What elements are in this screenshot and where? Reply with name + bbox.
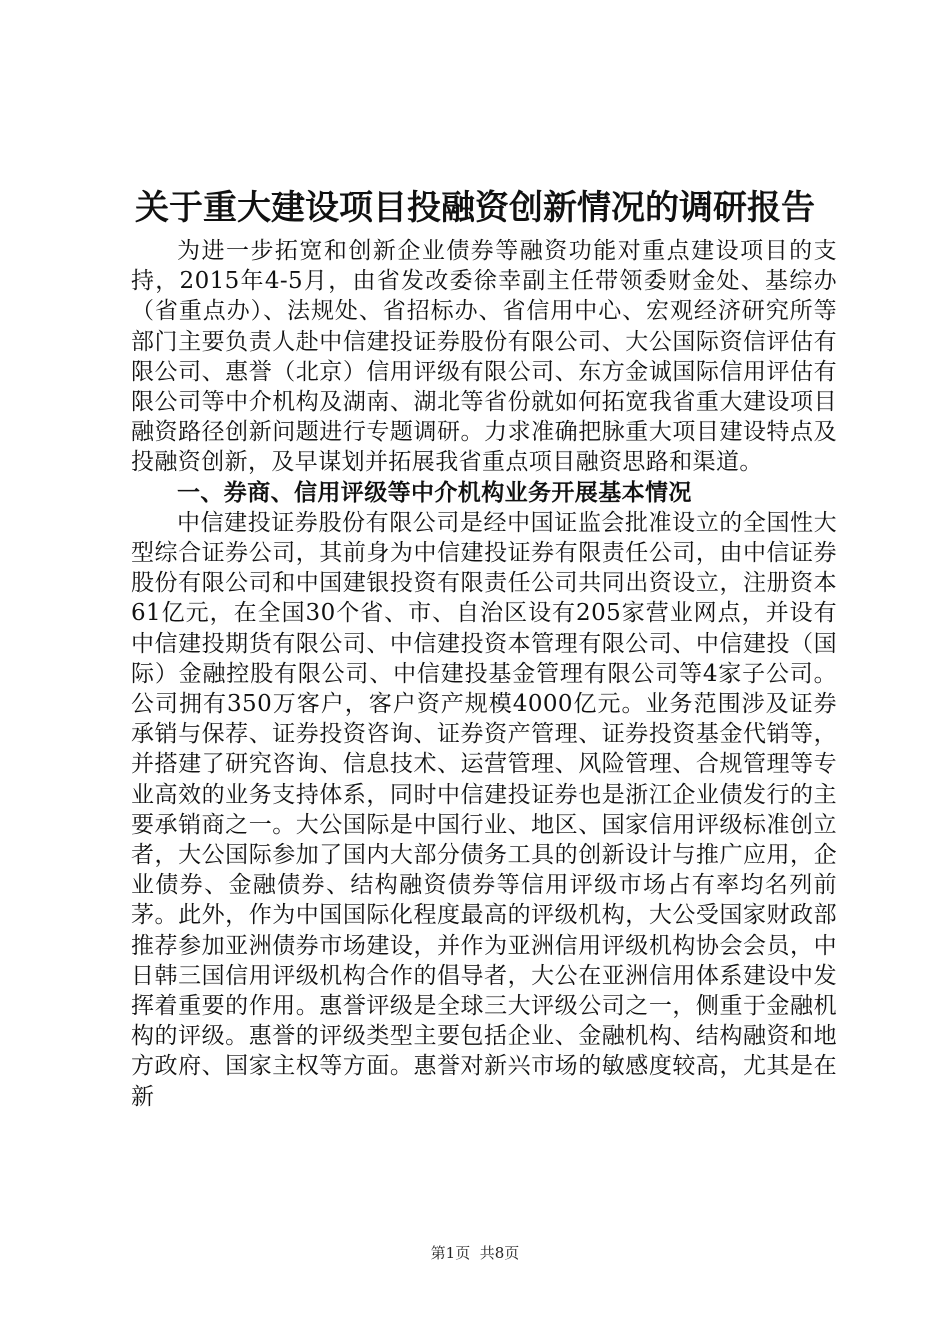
paragraph-intro: 为进一步拓宽和创新企业债券等融资功能对重点建设项目的支持，2015年4-5月，由省发改委徐幸副主任带领委财金处、基综办（省重点办）、法规处、省招标办、省信用中心、宏观经济研究所等部门主要负责人赴中信建投证券股份有限公司、大公国际资信评估有限公司、惠誉（北京）信用评级有限公司、东方金诚国际信用评估有限公司等中介机构及湖南、湖北等省份就如何拓宽我省重大建设项目融资路径创新问题进行专题调研。力求准确把脉重大项目建设特点及投融资创新，及早谋划并拓展我省重点项目融资思路和渠道。 xyxy=(131,238,837,476)
document-body xyxy=(131,236,837,1112)
section-heading: 一、券商、信用评级等中介机构业务开展基本情况 xyxy=(177,479,692,506)
paragraph-intermediaries: 中信建投证券股份有限公司是经中国证监会批准设立的全国性大型综合证券公司，其前身为中信建投证券有限责任公司，由中信证券股份有限公司和中国建银投资有限责任公司共同出资设立，注册资本61亿元，在全国30个省、市、自治区设有205家营业网点，并设有中信建投期货有限公司、中信建投资本管理有限公司、中信建投（国际）金融控股有限公司、中信建投基金管理有限公司等4家子公司。公司拥有350万客户，客户资产规模4000亿元。业务范围涉及证券承销与保荐、证券投资咨询、证券资产管理、证券投资基金代销等，并搭建了研究咨询、信息技术、运营管理、风险管理、合规管理等专业高效的业务支持体系，同时中信建投证券也是浙江企业债发行的主要承销商之一。大公国际是中国行业、地区、国家信用评级标准创立者，大公国际参加了国内大部分债务工具的创新设计与推广应用，企业债券、金融债券、结构融资债券等信用评级市场占有率均名列前茅。此外，作为中国国际化程度最高的评级机构，大公受国家财政部推荐参加亚洲债券市场建设，并作为亚洲信用评级机构协会会员，中日韩三国信用评级机构合作的倡导者，大公在亚洲信用体系建设中发挥着重要的作用。惠誉评级是全球三大评级公司之一，侧重于金融机构的评级。惠誉的评级类型主要包括企业、金融机构、结构融资和地方政府、国家主权等方面。惠誉对新兴市场的敏感度较高，尤其是在新 xyxy=(131,509,837,1110)
page-footer xyxy=(0,1243,950,1263)
page-number: 第1页 xyxy=(430,1244,471,1262)
document-title: 关于重大建设项目投融资创新情况的调研报告 xyxy=(135,188,815,228)
page-total: 共8页 xyxy=(479,1244,520,1262)
